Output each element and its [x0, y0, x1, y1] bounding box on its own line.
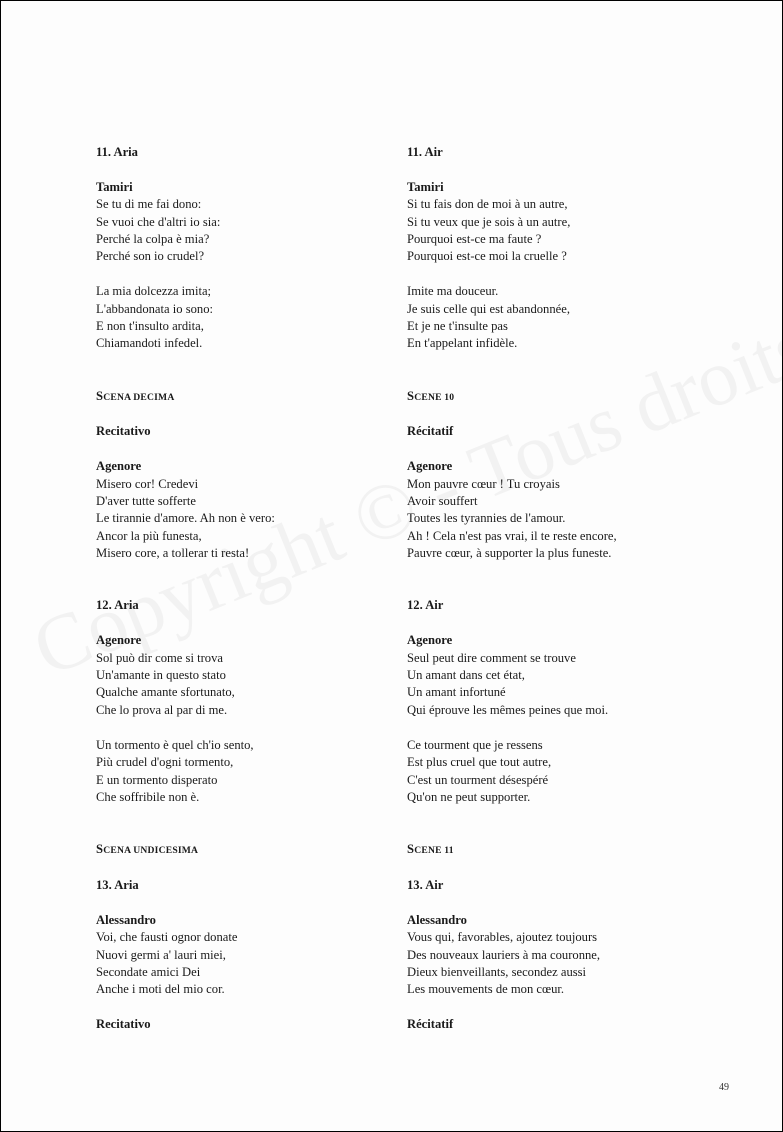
verse-line: E non t'insulto ardita,: [96, 319, 204, 334]
verse-line: Ah ! Cela n'est pas vrai, il te reste encore,: [407, 528, 617, 543]
verse-line: Un tormento è quel ch'io sento,: [96, 737, 254, 752]
recitative-heading: Recitativo: [96, 1017, 151, 1032]
verse-line: Se vuoi che d'altri io sia:: [96, 214, 221, 229]
verse-line: Anche i moti del mio cor.: [96, 982, 225, 997]
aria-12-heading: 12. Aria: [96, 598, 139, 613]
verse-line: Secondate amici Dei: [96, 964, 201, 979]
verse-line: Un amant infortuné: [407, 685, 506, 700]
verse-line: Perché son io crudel?: [96, 249, 205, 264]
verse-line: Pourquoi est-ce moi la cruelle ?: [407, 249, 567, 264]
verse-line: Ancor la più funesta,: [96, 528, 202, 543]
verse-line: Ce tourment que je ressens: [407, 737, 543, 752]
verse-line: Avoir souffert: [407, 494, 478, 509]
scene-10-heading: SCENA DECIMA: [96, 388, 175, 403]
verse-line: Che soffribile non è.: [96, 789, 200, 804]
singer-name: Alessandro: [96, 912, 156, 927]
recitative-heading: Récitatif: [407, 1017, 454, 1032]
scene-11-heading: SCENA UNDICESIMA: [96, 842, 199, 857]
aria-13-heading: 13. Aria: [96, 877, 139, 892]
recitative-heading: Récitatif: [407, 424, 454, 439]
singer-name: Tamiri: [407, 179, 444, 194]
verse-line: Pourquoi est-ce ma faute ?: [407, 232, 542, 247]
verse-line: L'abbandonata io sono:: [96, 301, 213, 316]
verse-line: Vous qui, favorables, ajoutez toujours: [407, 930, 598, 945]
air-11-heading: 11. Air: [407, 145, 443, 159]
verse-line: Chiamandoti infedel.: [96, 336, 203, 351]
singer-name: Tamiri: [96, 179, 133, 194]
french-column: [407, 144, 707, 1034]
verse-line: Est plus cruel que tout autre,: [407, 755, 552, 770]
page-number: 49: [719, 1082, 729, 1093]
singer-name: Agenore: [407, 633, 453, 648]
verse-line: Perché la colpa è mia?: [96, 232, 210, 247]
verse-line: Si tu fais don de moi à un autre,: [407, 197, 568, 212]
italian-column: [96, 144, 396, 1034]
verse-line: Dieux bienveillants, secondez aussi: [407, 964, 587, 979]
verse-line: E un tormento disperato: [96, 772, 218, 787]
scene-10-heading: SCENE 10: [407, 388, 455, 403]
verse-line: Che lo prova al par di me.: [96, 702, 228, 717]
verse-line: Mon pauvre cœur ! Tu croyais: [407, 476, 560, 491]
verse-line: Pauvre cœur, à supporter la plus funeste.: [407, 546, 612, 561]
verse-line: Nuovi germi a' lauri miei,: [96, 947, 226, 962]
verse-line: Voi, che fausti ognor donate: [96, 930, 238, 945]
verse-line: Qu'on ne peut supporter.: [407, 789, 531, 804]
verse-line: Un amant dans cet état,: [407, 668, 525, 683]
aria-11-heading: 11. Aria: [96, 145, 138, 159]
verse-line: Je suis celle qui est abandonnée,: [407, 301, 570, 316]
verse-line: La mia dolcezza imita;: [96, 284, 212, 299]
verse-line: C'est un tourment désespéré: [407, 772, 549, 787]
singer-name: Agenore: [407, 459, 453, 474]
verse-line: Seul peut dire comment se trouve: [407, 650, 576, 665]
verse-line: Misero cor! Credevi: [96, 476, 199, 491]
singer-name: Alessandro: [407, 912, 467, 927]
verse-line: Qualche amante sfortunato,: [96, 685, 235, 700]
verse-line: Imite ma douceur.: [407, 284, 499, 299]
air-12-heading: 12. Air: [407, 598, 444, 613]
air-13-heading: 13. Air: [407, 877, 444, 892]
verse-line: Toutes les tyrannies de l'amour.: [407, 511, 566, 526]
verse-line: Misero core, a tollerar ti resta!: [96, 546, 250, 561]
verse-line: Un'amante in questo stato: [96, 668, 226, 683]
singer-name: Agenore: [96, 459, 142, 474]
scene-11-heading: SCENE 11: [407, 842, 454, 857]
verse-line: Et je ne t'insulte pas: [407, 319, 508, 334]
verse-line: Des nouveaux lauriers à ma couronne,: [407, 947, 601, 962]
singer-name: Agenore: [96, 633, 142, 648]
verse-line: Se tu di me fai dono:: [96, 197, 202, 212]
verse-line: En t'appelant infidèle.: [407, 336, 518, 351]
verse-line: Si tu veux que je sois à un autre,: [407, 214, 571, 229]
verse-line: Qui éprouve les mêmes peines que moi.: [407, 702, 609, 717]
verse-line: Sol può dir come si trova: [96, 650, 223, 665]
verse-line: D'aver tutte sofferte: [96, 494, 196, 509]
recitative-heading: Recitativo: [96, 424, 151, 439]
verse-line: Les mouvements de mon cœur.: [407, 982, 565, 997]
verse-line: Più crudel d'ogni tormento,: [96, 755, 234, 770]
verse-line: Le tirannie d'amore. Ah non è vero:: [96, 511, 275, 526]
